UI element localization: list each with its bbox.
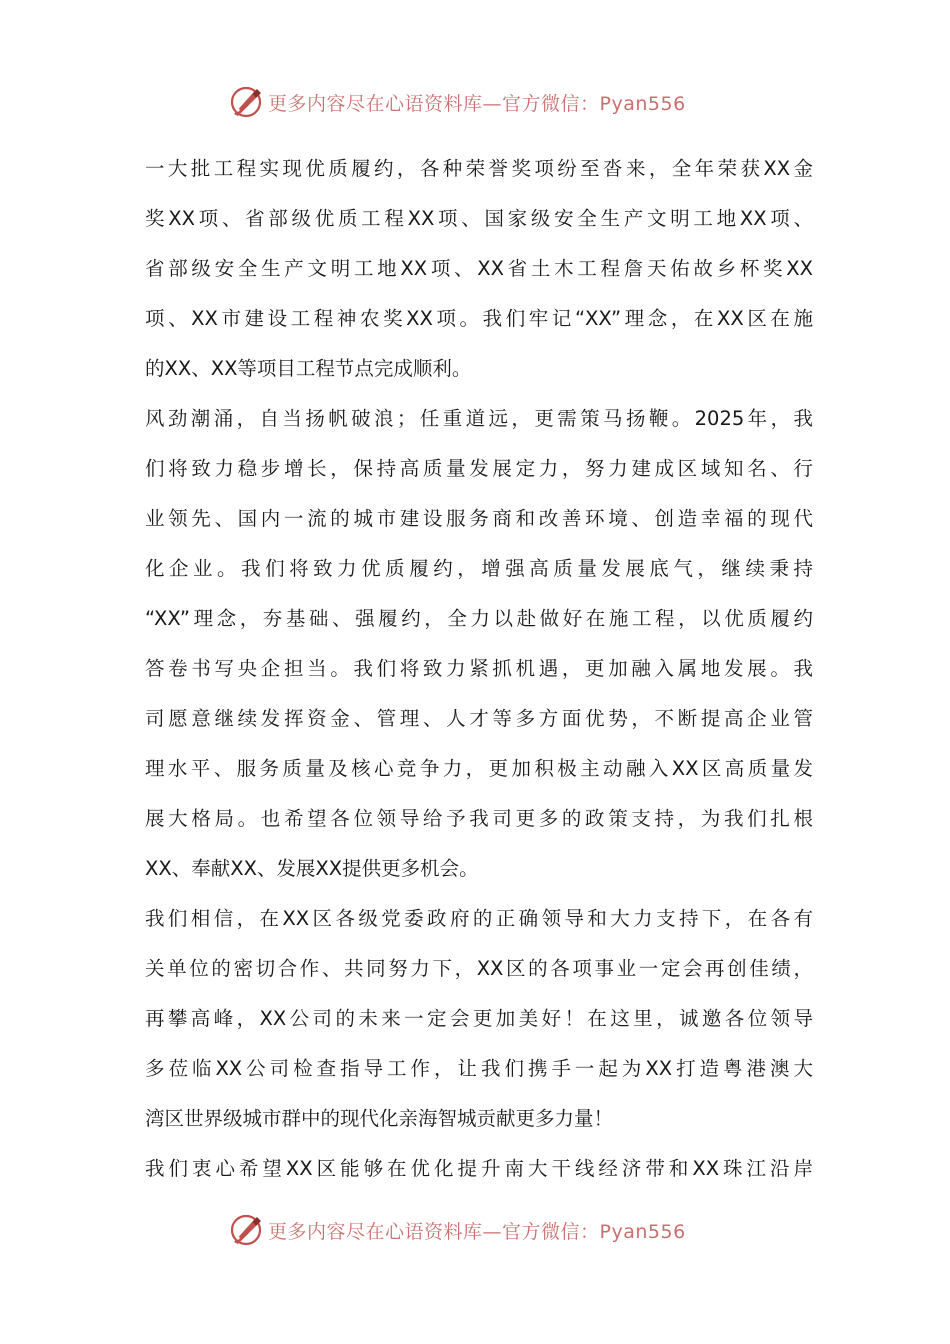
text-line: 展大格局。也希望各位领导给予我司更多的政策支持，为我们扎根	[145, 807, 813, 830]
paragraph-1	[145, 144, 813, 394]
footer-banner	[228, 1210, 686, 1250]
text-line: 关单位的密切合作、共同努力下，XX区的各项事业一定会再创佳绩，	[145, 957, 813, 980]
wechat-id: Pyan556	[599, 92, 686, 115]
text-line: 风劲潮涌，自当扬帆破浪；任重道远，更需策马扬鞭。2025年，我	[145, 407, 813, 430]
wechat-id: Pyan556	[599, 1220, 686, 1243]
text-line: 湾区世界级城市群中的现代化亲海智城贡献更多力量！	[145, 1107, 614, 1130]
text-line: 化企业。我们将致力优质履约，增强高质量发展底气，继续秉持	[145, 557, 813, 580]
paragraph-4	[145, 1144, 813, 1194]
pen-logo-icon	[228, 84, 264, 120]
text-line: 多莅临XX公司检查指导工作，让我们携手一起为XX打造粤港澳大	[145, 1057, 813, 1080]
paragraph-2	[145, 394, 813, 894]
paragraph-3	[145, 894, 813, 1144]
pen-logo-icon	[228, 1212, 264, 1248]
text-line: 的XX、XX等项目工程节点完成顺利。	[145, 357, 472, 380]
text-line: “XX”理念，夯基础、强履约，全力以赴做好在施工程，以优质履约	[145, 607, 813, 630]
text-line: 省部级安全生产文明工地XX项、XX省土木工程詹天佑故乡杯奖XX	[145, 257, 813, 280]
banner-text: 更多内容尽在心语资料库—官方微信：Pyan556	[268, 1220, 686, 1243]
text-line: 我们衷心希望XX区能够在优化提升南大干线经济带和XX珠江沿岸	[145, 1157, 813, 1180]
text-line: 们将致力稳步增长，保持高质量发展定力，努力建成区域知名、行	[145, 457, 813, 480]
text-line: 奖XX项、省部级优质工程XX项、国家级安全生产文明工地XX项、	[145, 207, 813, 230]
text-line: 业领先、国内一流的城市建设服务商和改善环境、创造幸福的现代	[145, 507, 813, 530]
document-body	[145, 144, 813, 1194]
text-line: 我们相信，在XX区各级党委政府的正确领导和大力支持下，在各有	[145, 907, 813, 930]
text-line: 司愿意继续发挥资金、管理、人才等多方面优势，不断提高企业管	[145, 707, 813, 730]
text-line: 一大批工程实现优质履约，各种荣誉奖项纷至沓来，全年荣获XX金	[145, 157, 813, 180]
text-line: 理水平、服务质量及核心竞争力，更加积极主动融入XX区高质量发	[145, 757, 813, 780]
text-line: 再攀高峰，XX公司的未来一定会更加美好！在这里，诚邀各位领导	[145, 1007, 813, 1030]
text-line: 项、XX市建设工程神农奖XX项。我们牢记“XX”理念，在XX区在施	[145, 307, 813, 330]
header-banner	[228, 82, 686, 122]
banner-text: 更多内容尽在心语资料库—官方微信：Pyan556	[268, 92, 686, 115]
text-line: XX、奉献XX、发展XX提供更多机会。	[145, 857, 479, 880]
text-line: 答卷书写央企担当。我们将致力紧抓机遇，更加融入属地发展。我	[145, 657, 813, 680]
